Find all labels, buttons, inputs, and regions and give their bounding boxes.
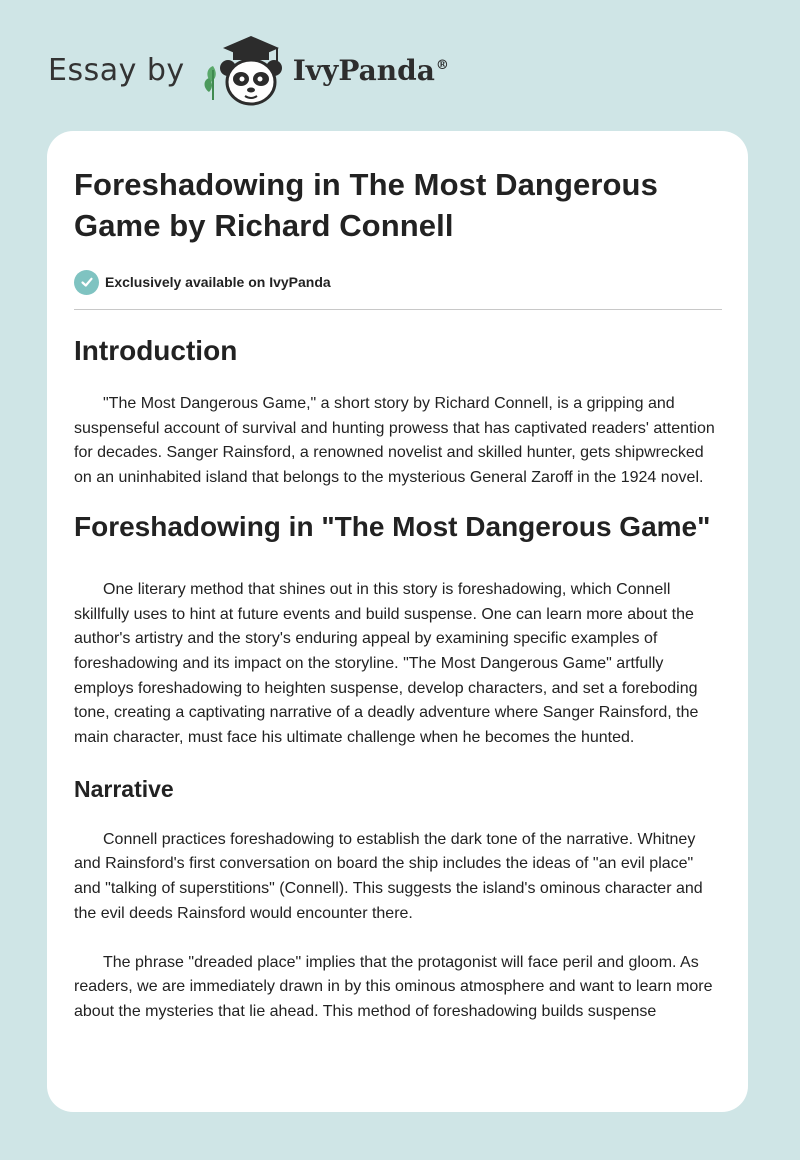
panda-graduate-logo-icon[interactable] [199, 30, 287, 110]
exclusive-badge [74, 268, 722, 296]
site-header [48, 30, 748, 110]
divider [74, 309, 722, 310]
essay-card [47, 131, 748, 1112]
brand-name[interactable]: IvyPanda® [292, 53, 449, 87]
paragraph: The phrase "dreaded place" implies that the protagonist will face peril and gloom. As readers, we are immediately drawn in by this ominous atmosphere and want to learn more about the mysteries that lie ahead. This method of foreshadowing builds suspense [74, 953, 713, 1020]
paragraph: "The Most Dangerous Game," a short story by Richard Connell, is a gripping and suspenseful account of survival and hunting prowess that has captivated readers' attention for decades. Sanger Rainsford, a renowned novelist and skilled hunter, gets shipwrecked on an uninhabited island that belongs to the mysterious General Zaroff in the 1924 novel. [74, 395, 715, 487]
essay-by-label: Essay by [48, 52, 185, 88]
page-title: Foreshadowing in The Most Dangerous Game by Richard Connell [74, 167, 658, 243]
registered-mark: ® [435, 58, 449, 74]
section-heading-narrative: Narrative [74, 775, 174, 802]
paragraph: Connell practices foreshadowing to establish the dark tone of the narrative. Whitney and Rainsford's first conversation on board the ship includes the ideas of "an evil place" and "talking of superstitions" (Connell). This suggests the island's ominous character and the evil deeds Rainsford would encounter there. [74, 830, 703, 922]
section-heading-introduction: Introduction [74, 335, 238, 366]
check-circle-icon [74, 270, 99, 295]
exclusive-badge-label: Exclusively available on IvyPanda [105, 274, 331, 290]
paragraph: One literary method that shines out in this story is foreshadowing, which Connell skillfully uses to hint at future events and build suspense. One can learn more about the author's artistry and the story's enduring appeal by examining specific examples of foreshadowing and its impact on the storyline. "The Most Dangerous Game" artfully employs foreshadowing to heighten suspense, develop characters, and set a foreboding tone, creating a captivating narrative of a deadly adventure where Sanger Rainsford, the main character, must face his ultimate challenge when he becomes the hunted. [74, 580, 699, 747]
section-heading-foreshadowing: Foreshadowing in "The Most Dangerous Game" [74, 510, 711, 542]
